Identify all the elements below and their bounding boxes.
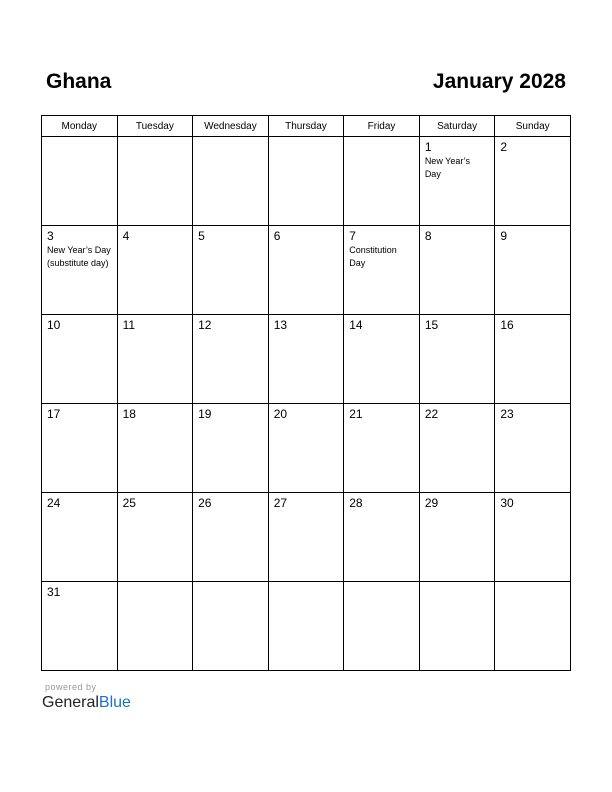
day-cell-content xyxy=(42,404,117,421)
day-cell-content xyxy=(193,315,268,332)
day-number: 5 xyxy=(198,229,205,243)
weekday-header: Sunday xyxy=(495,116,571,137)
day-cell-content xyxy=(269,493,344,510)
day-cell-content xyxy=(42,582,117,599)
day-cell-content xyxy=(495,582,570,585)
day-cell-content xyxy=(269,582,344,585)
day-cell-content xyxy=(420,582,495,585)
day-cell-content xyxy=(420,137,495,181)
day-cell-content xyxy=(420,226,495,243)
day-cell-content xyxy=(495,493,570,510)
day-number: 15 xyxy=(424,318,439,332)
generalblue-logo xyxy=(42,694,131,712)
country-title: Ghana xyxy=(46,70,112,93)
day-cell xyxy=(268,493,344,582)
day-cell xyxy=(344,315,420,404)
day-cell xyxy=(268,582,344,671)
day-number: 21 xyxy=(349,407,363,421)
day-cell xyxy=(344,137,420,226)
day-number: 13 xyxy=(273,318,288,332)
day-cell-content xyxy=(269,404,344,421)
day-cell xyxy=(268,226,344,315)
day-cell xyxy=(42,315,118,404)
day-cell xyxy=(117,226,193,315)
day-number: 9 xyxy=(500,229,508,243)
day-cell-content xyxy=(193,582,268,585)
day-cell xyxy=(419,137,495,226)
day-cell xyxy=(344,582,420,671)
day-number: 14 xyxy=(349,318,363,332)
day-cell xyxy=(42,137,118,226)
holiday-label: New Year’s Day (substitute day) xyxy=(47,245,111,268)
day-cell-content xyxy=(118,226,193,243)
day-cell xyxy=(495,582,571,671)
month-year-title: January 2028 xyxy=(432,70,566,93)
day-cell xyxy=(268,404,344,493)
day-number: 2 xyxy=(500,140,508,154)
day-cell-content xyxy=(420,493,495,510)
day-cell-content xyxy=(495,226,570,243)
day-cell xyxy=(268,137,344,226)
day-number: 22 xyxy=(424,407,439,421)
day-cell xyxy=(419,582,495,671)
day-number: 8 xyxy=(424,229,432,243)
weekday-header: Saturday xyxy=(419,116,495,137)
day-cell xyxy=(193,582,269,671)
day-cell-content xyxy=(344,315,419,332)
day-cell-content xyxy=(118,404,193,421)
weekday-header: Tuesday xyxy=(117,116,193,137)
day-cell xyxy=(495,493,571,582)
weekday-header: Monday xyxy=(42,116,118,137)
day-cell xyxy=(42,404,118,493)
day-number: 28 xyxy=(349,496,363,510)
day-number: 30 xyxy=(500,496,514,510)
powered-by-label: powered by xyxy=(45,682,97,692)
week-row xyxy=(42,315,571,404)
day-cell xyxy=(344,493,420,582)
day-cell-content xyxy=(193,137,268,140)
day-cell xyxy=(419,315,495,404)
week-row xyxy=(42,493,571,582)
day-number: 3 xyxy=(47,229,54,243)
day-cell-content xyxy=(42,493,117,510)
day-cell-content xyxy=(344,404,419,421)
day-cell xyxy=(495,315,571,404)
day-cell-content xyxy=(118,493,193,510)
day-cell-content xyxy=(118,137,193,140)
day-number: 7 xyxy=(349,229,356,243)
day-cell xyxy=(193,226,269,315)
weekday-header-row xyxy=(42,116,571,137)
day-number: 29 xyxy=(424,496,439,510)
day-number: 31 xyxy=(47,585,61,599)
day-cell xyxy=(419,404,495,493)
day-cell xyxy=(117,315,193,404)
day-number: 18 xyxy=(122,407,136,421)
day-number: 12 xyxy=(198,318,212,332)
week-row xyxy=(42,582,571,671)
day-cell-content xyxy=(42,226,117,270)
calendar-grid xyxy=(41,115,571,671)
day-cell-content xyxy=(420,404,495,421)
day-cell-content xyxy=(495,137,570,154)
day-cell xyxy=(193,137,269,226)
day-number: 19 xyxy=(198,407,212,421)
day-number: 25 xyxy=(122,496,136,510)
day-number: 27 xyxy=(273,496,288,510)
day-cell-content xyxy=(344,582,419,585)
day-cell-content xyxy=(344,226,419,270)
day-cell-content xyxy=(495,315,570,332)
holiday-label: Constitution Day xyxy=(349,245,397,268)
week-row xyxy=(42,226,571,315)
day-cell xyxy=(495,404,571,493)
day-cell-content xyxy=(193,404,268,421)
day-cell-content xyxy=(420,315,495,332)
day-number: 16 xyxy=(500,318,514,332)
day-cell xyxy=(495,226,571,315)
day-number: 6 xyxy=(273,229,281,243)
day-cell xyxy=(419,226,495,315)
weekday-header: Thursday xyxy=(268,116,344,137)
day-cell-content xyxy=(42,137,117,140)
day-number: 17 xyxy=(47,407,61,421)
day-cell-content xyxy=(118,315,193,332)
day-cell-content xyxy=(193,493,268,510)
day-cell xyxy=(495,137,571,226)
day-cell xyxy=(42,493,118,582)
day-cell xyxy=(117,137,193,226)
day-cell xyxy=(42,582,118,671)
day-cell xyxy=(419,493,495,582)
day-cell-content xyxy=(344,137,419,140)
day-number: 24 xyxy=(47,496,61,510)
day-cell-content xyxy=(269,137,344,140)
day-cell xyxy=(193,493,269,582)
day-cell-content xyxy=(269,315,344,332)
day-cell xyxy=(344,226,420,315)
day-number: 11 xyxy=(122,318,136,332)
week-row xyxy=(42,137,571,226)
day-number: 10 xyxy=(47,318,61,332)
weekday-header: Friday xyxy=(344,116,420,137)
day-cell xyxy=(344,404,420,493)
day-cell-content xyxy=(193,226,268,243)
day-cell xyxy=(193,404,269,493)
day-cell-content xyxy=(42,315,117,332)
weekday-header: Wednesday xyxy=(193,116,269,137)
day-cell-content xyxy=(118,582,193,585)
day-number: 23 xyxy=(500,407,514,421)
day-cell xyxy=(42,226,118,315)
day-cell xyxy=(117,493,193,582)
week-row xyxy=(42,404,571,493)
day-cell-content xyxy=(344,493,419,510)
day-cell-content xyxy=(495,404,570,421)
day-number: 26 xyxy=(198,496,212,510)
day-cell xyxy=(268,315,344,404)
day-cell xyxy=(117,404,193,493)
day-number: 1 xyxy=(424,140,432,154)
day-number: 4 xyxy=(122,229,130,243)
logo-general-text: General xyxy=(42,694,99,711)
day-number: 20 xyxy=(273,407,288,421)
logo-blue-text: Blue xyxy=(98,694,131,711)
holiday-label: New Year’s Day xyxy=(424,156,471,179)
day-cell xyxy=(193,315,269,404)
day-cell xyxy=(117,582,193,671)
day-cell-content xyxy=(269,226,344,243)
